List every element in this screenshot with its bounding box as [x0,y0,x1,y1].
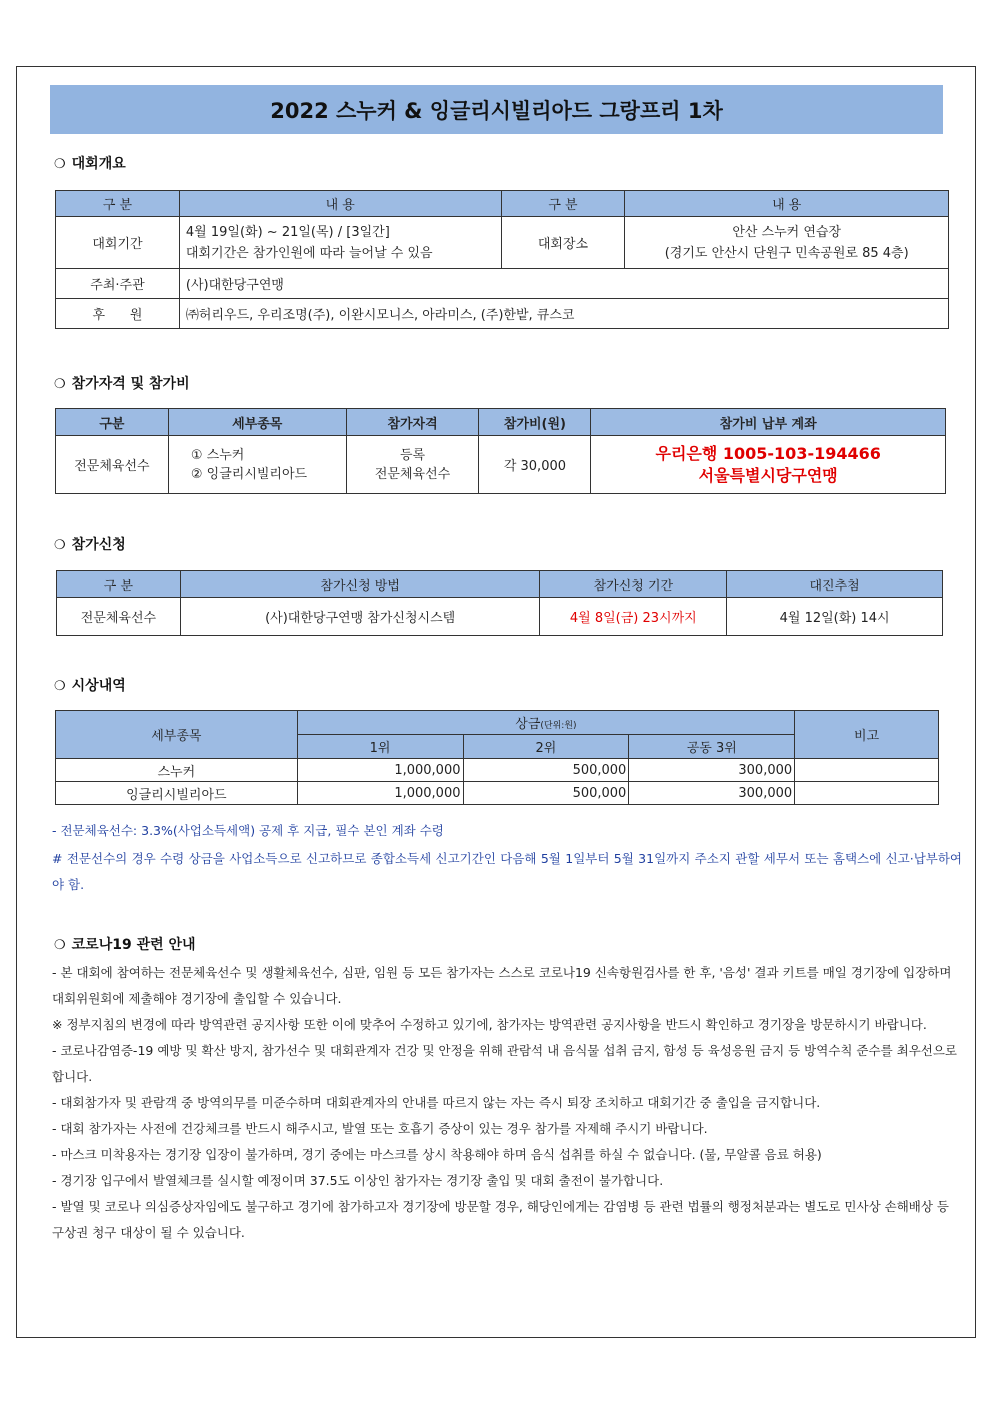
period-value: 4월 19일(화) ~ 21일(목) / [3일간] 대회기간은 참가인원에 따라 늘어날 수 있음 [179,217,501,269]
elig-events: ① 스누커 ② 잉글리시빌리아드 [168,436,346,494]
host-value: (사)대한당구연맹 [179,269,948,299]
elig-header-event: 세부종목 [168,409,346,436]
prize-first: 1,000,000 [297,782,463,805]
overview-header-content: 내 용 [179,191,501,217]
bullet-icon: ❍ [54,938,66,953]
prize-header-rank-2: 2위 [463,735,629,759]
section-application-heading: ❍ 참가신청 [54,537,126,553]
prize-header-event: 세부종목 [56,711,298,759]
covid-item: ※ 정부지침의 변경에 따라 방역관련 공지사항 또한 이에 맞추어 수정하고 있기에, 참가자는 방역관련 공지사항을 반드시 확인하고 경기장을 방문하시기 바랍니다. [52,1017,927,1032]
covid-item: - 마스크 미착용자는 경기장 입장이 불가하며, 경기 중에는 마스크를 상시 착용해야 하며 음식 섭취를 하실 수 없습니다. (물, 무알콜 음료 허용) [52,1147,822,1162]
period-label: 대회기간 [56,217,180,269]
elig-category: 전문체육선수 [56,436,169,494]
tax-note-1: - 전문체육선수: 3.3%(사업소득세액) 공제 후 지급, 필수 본인 계좌 수령 [52,823,444,838]
section-prizes-heading: ❍ 시상내역 [54,678,126,694]
prize-header-prize: 상금(단위:원) [297,711,795,735]
bullet-icon: ❍ [54,157,66,172]
app-category: 전문체육선수 [57,598,181,636]
covid-item: - 경기장 입구에서 발열체크를 실시할 예정이며 37.5도 이상인 참가자는 경기장 출입 및 대회 출전이 불가합니다. [52,1173,664,1188]
overview-header-category-2: 구 분 [501,191,625,217]
elig-header-account: 참가비 납부 계좌 [591,409,946,436]
prize-third: 300,000 [629,782,795,805]
app-method: (사)대한당구연맹 참가신청시스템 [180,598,540,636]
eligibility-table [55,408,946,494]
prize-event: 스누커 [56,759,298,782]
prize-note [795,782,939,805]
covid-item: - 대회참가자 및 관람객 중 방역의무를 미준수하며 대회관계자의 안내를 따르지 않는 자는 즉시 퇴장 조치하고 대회기간 중 출입을 금지합니다. [52,1095,821,1110]
prize-note [795,759,939,782]
elig-header-fee: 참가비(원) [479,409,591,436]
overview-header-category: 구 분 [56,191,180,217]
prize-second: 500,000 [463,782,629,805]
tax-note-2: # 전문선수의 경우 수령 상금을 사업소득으로 신고하므로 종합소득세 신고기간인 다음해 5월 1일부터 5월 31일까지 주소지 관할 세무서 또는 홈택스에 신고·납부하여야 함. [52,851,962,892]
section-overview-heading: ❍ 대회개요 [54,156,126,172]
covid-item: - 본 대회에 참여하는 전문체육선수 및 생활체육선수, 심판, 임원 등 모든 참가자는 스스로 코로나19 신속항원검사를 한 후, '음성' 결과 키트를 매일 경기장에 입장하며 대회위원회에 제출해야 경기장에 출입할 수 있습니다. [52,965,952,1006]
prize-second: 500,000 [463,759,629,782]
app-draw: 4월 12일(화) 14시 [727,598,943,636]
prize-header-rank-1: 1위 [297,735,463,759]
elig-header-qualification: 참가자격 [346,409,479,436]
overview-table [55,190,949,329]
app-header-draw: 대진추첨 [727,571,943,598]
app-header-category: 구 분 [57,571,181,598]
prize-table [55,710,939,805]
prize-event: 잉글리시빌리아드 [56,782,298,805]
covid-item: - 발열 및 코로나 의심증상자임에도 불구하고 경기에 참가하고자 경기장에 방문할 경우, 해당인에게는 감염병 등 관련 법률의 행정처분과는 별도로 민사상 손해배상 등 구상권 청구 대상이 될 수 있습니다. [52,1199,949,1240]
prize-header-rank-3: 공동 3위 [629,735,795,759]
sponsor-value: ㈜허리우드, 우리조명(주), 이완시모니스, 아라미스, (주)한밭, 큐스코 [179,299,948,329]
host-label: 주최·주관 [56,269,180,299]
bullet-icon: ❍ [54,679,66,694]
overview-header-content-2: 내 용 [625,191,949,217]
bullet-icon: ❍ [54,538,66,553]
table-row [56,759,939,782]
elig-qualification: 등록 전문체육선수 [346,436,479,494]
application-table [56,570,943,636]
venue-value: 안산 스누커 연습장 (경기도 안산시 단원구 민속공원로 85 4층) [625,217,949,269]
table-row [56,782,939,805]
prize-first: 1,000,000 [297,759,463,782]
covid-item: - 코로나감염증-19 예방 및 확산 방지, 참가선수 및 대회관계자 건강 및 안정을 위해 관람석 내 음식물 섭취 금지, 함성 등 육성응원 금지 등 방역수칙 준수를 최우선으로 합니다. [52,1043,958,1084]
app-header-method: 참가신청 방법 [180,571,540,598]
elig-header-category: 구분 [56,409,169,436]
covid-notice [52,960,962,1246]
elig-account [591,436,946,494]
elig-fee: 각 30,000 [479,436,591,494]
page-title: 2022 스누커 & 잉글리시빌리아드 그랑프리 1차 [50,85,943,134]
section-covid-heading: ❍ 코로나19 관련 안내 [54,937,196,953]
venue-label: 대회장소 [501,217,625,269]
covid-item: - 대회 참가자는 사전에 건강체크를 반드시 해주시고, 발열 또는 호흡기 증상이 있는 경우 참가를 자제해 주시기 바랍니다. [52,1121,708,1136]
account-holder: 서울특별시당구연맹 [698,465,838,485]
prize-third: 300,000 [629,759,795,782]
prize-header-note: 비고 [795,711,939,759]
bank-account: 우리은행 1005-103-194466 [655,443,881,463]
app-period: 4월 8일(금) 23시까지 [540,598,727,636]
bullet-icon: ❍ [54,377,66,392]
sponsor-label: 후 원 [56,299,180,329]
app-header-period: 참가신청 기간 [540,571,727,598]
section-eligibility-heading: ❍ 참가자격 및 참가비 [54,376,190,392]
